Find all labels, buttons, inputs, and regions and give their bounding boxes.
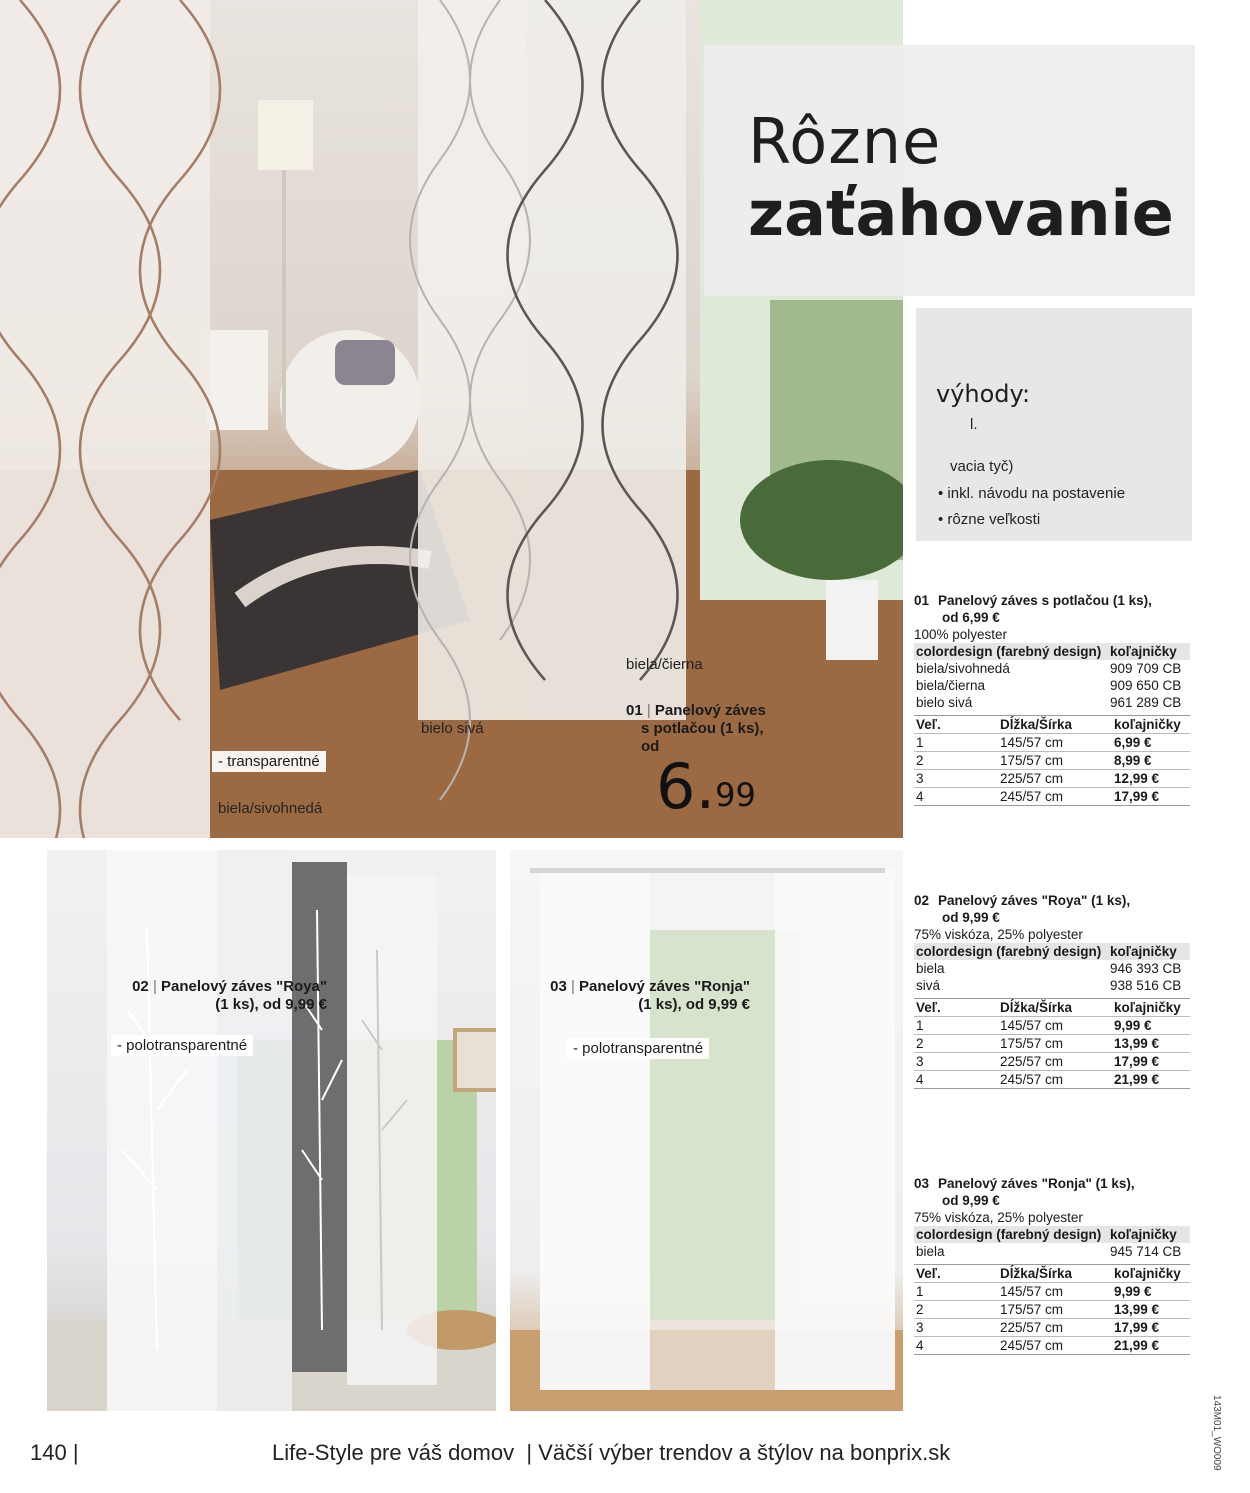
ronja-photo-illustration: [510, 850, 903, 1411]
size: 2: [914, 1301, 998, 1319]
color-table: [914, 643, 1190, 711]
product-number: 02: [132, 978, 149, 995]
color-header: colordesign (farebný design): [914, 1226, 1108, 1243]
roya-photo-illustration: [47, 850, 496, 1411]
color-code: 945 714 CB: [1110, 1244, 1182, 1259]
color-label-bielo-siva: bielo sivá: [421, 720, 484, 737]
dimension: 225/57 cm: [998, 770, 1112, 788]
transparency-tag: - transparentné: [212, 751, 326, 772]
product-table-02: [914, 892, 1190, 1089]
price: 21,99 €: [1112, 1071, 1190, 1089]
size: 4: [914, 788, 998, 806]
size: 1: [914, 1017, 998, 1035]
price: 17,99 €: [1112, 788, 1190, 806]
advantage-line-4: • rôzne veľkosti: [938, 511, 1041, 528]
size: 1: [914, 734, 998, 752]
size-table: [914, 1264, 1190, 1355]
price: 8,99 €: [1112, 752, 1190, 770]
size-table: [914, 715, 1190, 806]
product-price-line: od 6,99 €: [942, 610, 1000, 625]
product-callout-01: 01 | Panelový záves s potlačou (1 ks), od: [626, 702, 766, 755]
color-label-biela-cierna: biela/čierna: [626, 656, 703, 673]
price: 17,99 €: [1112, 1319, 1190, 1337]
size-col-header: Veľ.: [914, 716, 998, 734]
product-callout-line1: Panelový záves: [654, 702, 766, 719]
product-number: 02: [914, 893, 930, 908]
color-name: biela/sivohnedá: [916, 661, 1010, 676]
price: 13,99 €: [1112, 1035, 1190, 1053]
price-decimals: 99: [715, 776, 756, 814]
polotransparency-tag: - polotransparentné: [567, 1038, 709, 1059]
color-code: 909 709 CB: [1110, 661, 1182, 676]
product-callout-line1: Panelový záves "Roya": [161, 978, 327, 995]
rail-header: koľajničky: [1108, 1226, 1190, 1243]
size: 3: [914, 1053, 998, 1071]
color-label-biela-sivohneda: biela/sivohnedá: [218, 800, 323, 817]
color-name: bielo sivá: [916, 695, 973, 710]
advantage-line-2: vacia tyč): [950, 458, 1014, 475]
product-material: 100% polyester: [914, 627, 1008, 642]
product-title: Panelový záves "Roya" (1 ks),: [938, 893, 1131, 908]
product-material: 75% viskóza, 25% polyester: [914, 927, 1083, 942]
color-table: [914, 1226, 1190, 1260]
dimension: 225/57 cm: [998, 1053, 1112, 1071]
polotransparency-tag: - polotransparentné: [111, 1035, 253, 1056]
size-col-header: Veľ.: [914, 999, 998, 1017]
product-number: 03: [550, 978, 567, 995]
advantages-heading: výhody:: [936, 380, 1031, 408]
size: 4: [914, 1071, 998, 1089]
dim-col-header: Dĺžka/Šírka: [998, 716, 1112, 734]
catalog-code: 143M01_WO009: [1211, 1395, 1222, 1471]
size: 3: [914, 1319, 998, 1337]
product-title: Panelový záves s potlačou (1 ks),: [938, 593, 1152, 608]
product-table-03: [914, 1175, 1190, 1355]
product-callout-line2: (1 ks), od 9,99 €: [638, 996, 750, 1013]
size: 4: [914, 1337, 998, 1355]
product-callout-03: 03 | Panelový záves "Ronja" (1 ks), od 9,99 €: [550, 978, 750, 1013]
page-number: 140 |: [30, 1440, 79, 1465]
price-integer: 6.: [656, 750, 716, 823]
dimension: 175/57 cm: [998, 1301, 1112, 1319]
dimension: 175/57 cm: [998, 752, 1112, 770]
rail-header: koľajničky: [1108, 643, 1190, 660]
color-name: sivá: [916, 978, 941, 993]
price: 9,99 €: [1112, 1017, 1190, 1035]
product-callout-02: 02 | Panelový záves "Roya" (1 ks), od 9,99 €: [132, 978, 327, 1013]
price: 6,99 €: [1112, 734, 1190, 752]
color-name: biela: [916, 961, 945, 976]
size: 2: [914, 1035, 998, 1053]
product-number: 01: [626, 702, 643, 719]
dim-col-header: Dĺžka/Šírka: [998, 999, 1112, 1017]
color-header: colordesign (farebný design): [914, 943, 1108, 960]
dimension: 225/57 cm: [998, 1319, 1112, 1337]
product-title: Panelový záves "Ronja" (1 ks),: [938, 1176, 1135, 1191]
product-heading: [914, 1175, 1190, 1192]
price-big: [656, 752, 756, 822]
footer-text: Life-Style pre váš domov | Väčší výber trendov a štýlov na bonprix.sk: [272, 1440, 951, 1465]
size-col-header: Veľ.: [914, 1265, 998, 1283]
dim-col-header: Dĺžka/Šírka: [998, 1265, 1112, 1283]
product-callout-line2: (1 ks), od 9,99 €: [215, 996, 327, 1013]
price: 21,99 €: [1112, 1337, 1190, 1355]
product-price-line: od 9,99 €: [942, 910, 1000, 925]
rail-header: koľajničky: [1108, 943, 1190, 960]
price: 9,99 €: [1112, 1283, 1190, 1301]
dimension: 245/57 cm: [998, 1337, 1112, 1355]
product-heading: [914, 592, 1190, 609]
advantages-box: [916, 308, 1192, 541]
color-code: 909 650 CB: [1110, 678, 1182, 693]
size-table: [914, 998, 1190, 1089]
color-code: 946 393 CB: [1110, 961, 1182, 976]
page-title-line1: Rôzne: [748, 105, 942, 178]
dimension: 245/57 cm: [998, 788, 1112, 806]
product-number: 01: [914, 593, 930, 608]
title-box: [704, 45, 1195, 296]
product-price-line: od 9,99 €: [942, 1193, 1000, 1208]
color-code: 938 516 CB: [1110, 978, 1182, 993]
product-number: 03: [914, 1176, 930, 1191]
product-callout-line2: s potlačou (1 ks),: [641, 720, 764, 737]
advantage-line-3: • inkl. návodu na postavenie: [938, 485, 1126, 502]
price: 12,99 €: [1112, 770, 1190, 788]
color-name: biela/čierna: [916, 678, 986, 693]
dimension: 145/57 cm: [998, 1283, 1112, 1301]
size: 2: [914, 752, 998, 770]
price-col-header: koľajničky: [1112, 999, 1190, 1017]
roya-curtain-photo: [47, 850, 496, 1411]
product-material: 75% viskóza, 25% polyester: [914, 1210, 1083, 1225]
price: 13,99 €: [1112, 1301, 1190, 1319]
color-table: [914, 943, 1190, 994]
size: 1: [914, 1283, 998, 1301]
price-col-header: koľajničky: [1112, 716, 1190, 734]
price-col-header: koľajničky: [1112, 1265, 1190, 1283]
dimension: 145/57 cm: [998, 1017, 1112, 1035]
dimension: 175/57 cm: [998, 1035, 1112, 1053]
color-code: 961 289 CB: [1110, 695, 1182, 710]
dimension: 245/57 cm: [998, 1071, 1112, 1089]
price: 17,99 €: [1112, 1053, 1190, 1071]
color-name: biela: [916, 1244, 945, 1259]
color-header: colordesign (farebný design): [914, 643, 1108, 660]
ronja-curtain-photo: [510, 850, 903, 1411]
page-title-line2: zaťahovanie: [748, 177, 1174, 250]
product-callout-line1: Panelový záves "Ronja": [579, 978, 750, 995]
size: 3: [914, 770, 998, 788]
product-heading: [914, 892, 1190, 909]
product-table-01: [914, 592, 1190, 806]
product-callout-line3: od: [641, 738, 660, 755]
dimension: 145/57 cm: [998, 734, 1112, 752]
advantage-line-1: l.: [970, 416, 978, 433]
